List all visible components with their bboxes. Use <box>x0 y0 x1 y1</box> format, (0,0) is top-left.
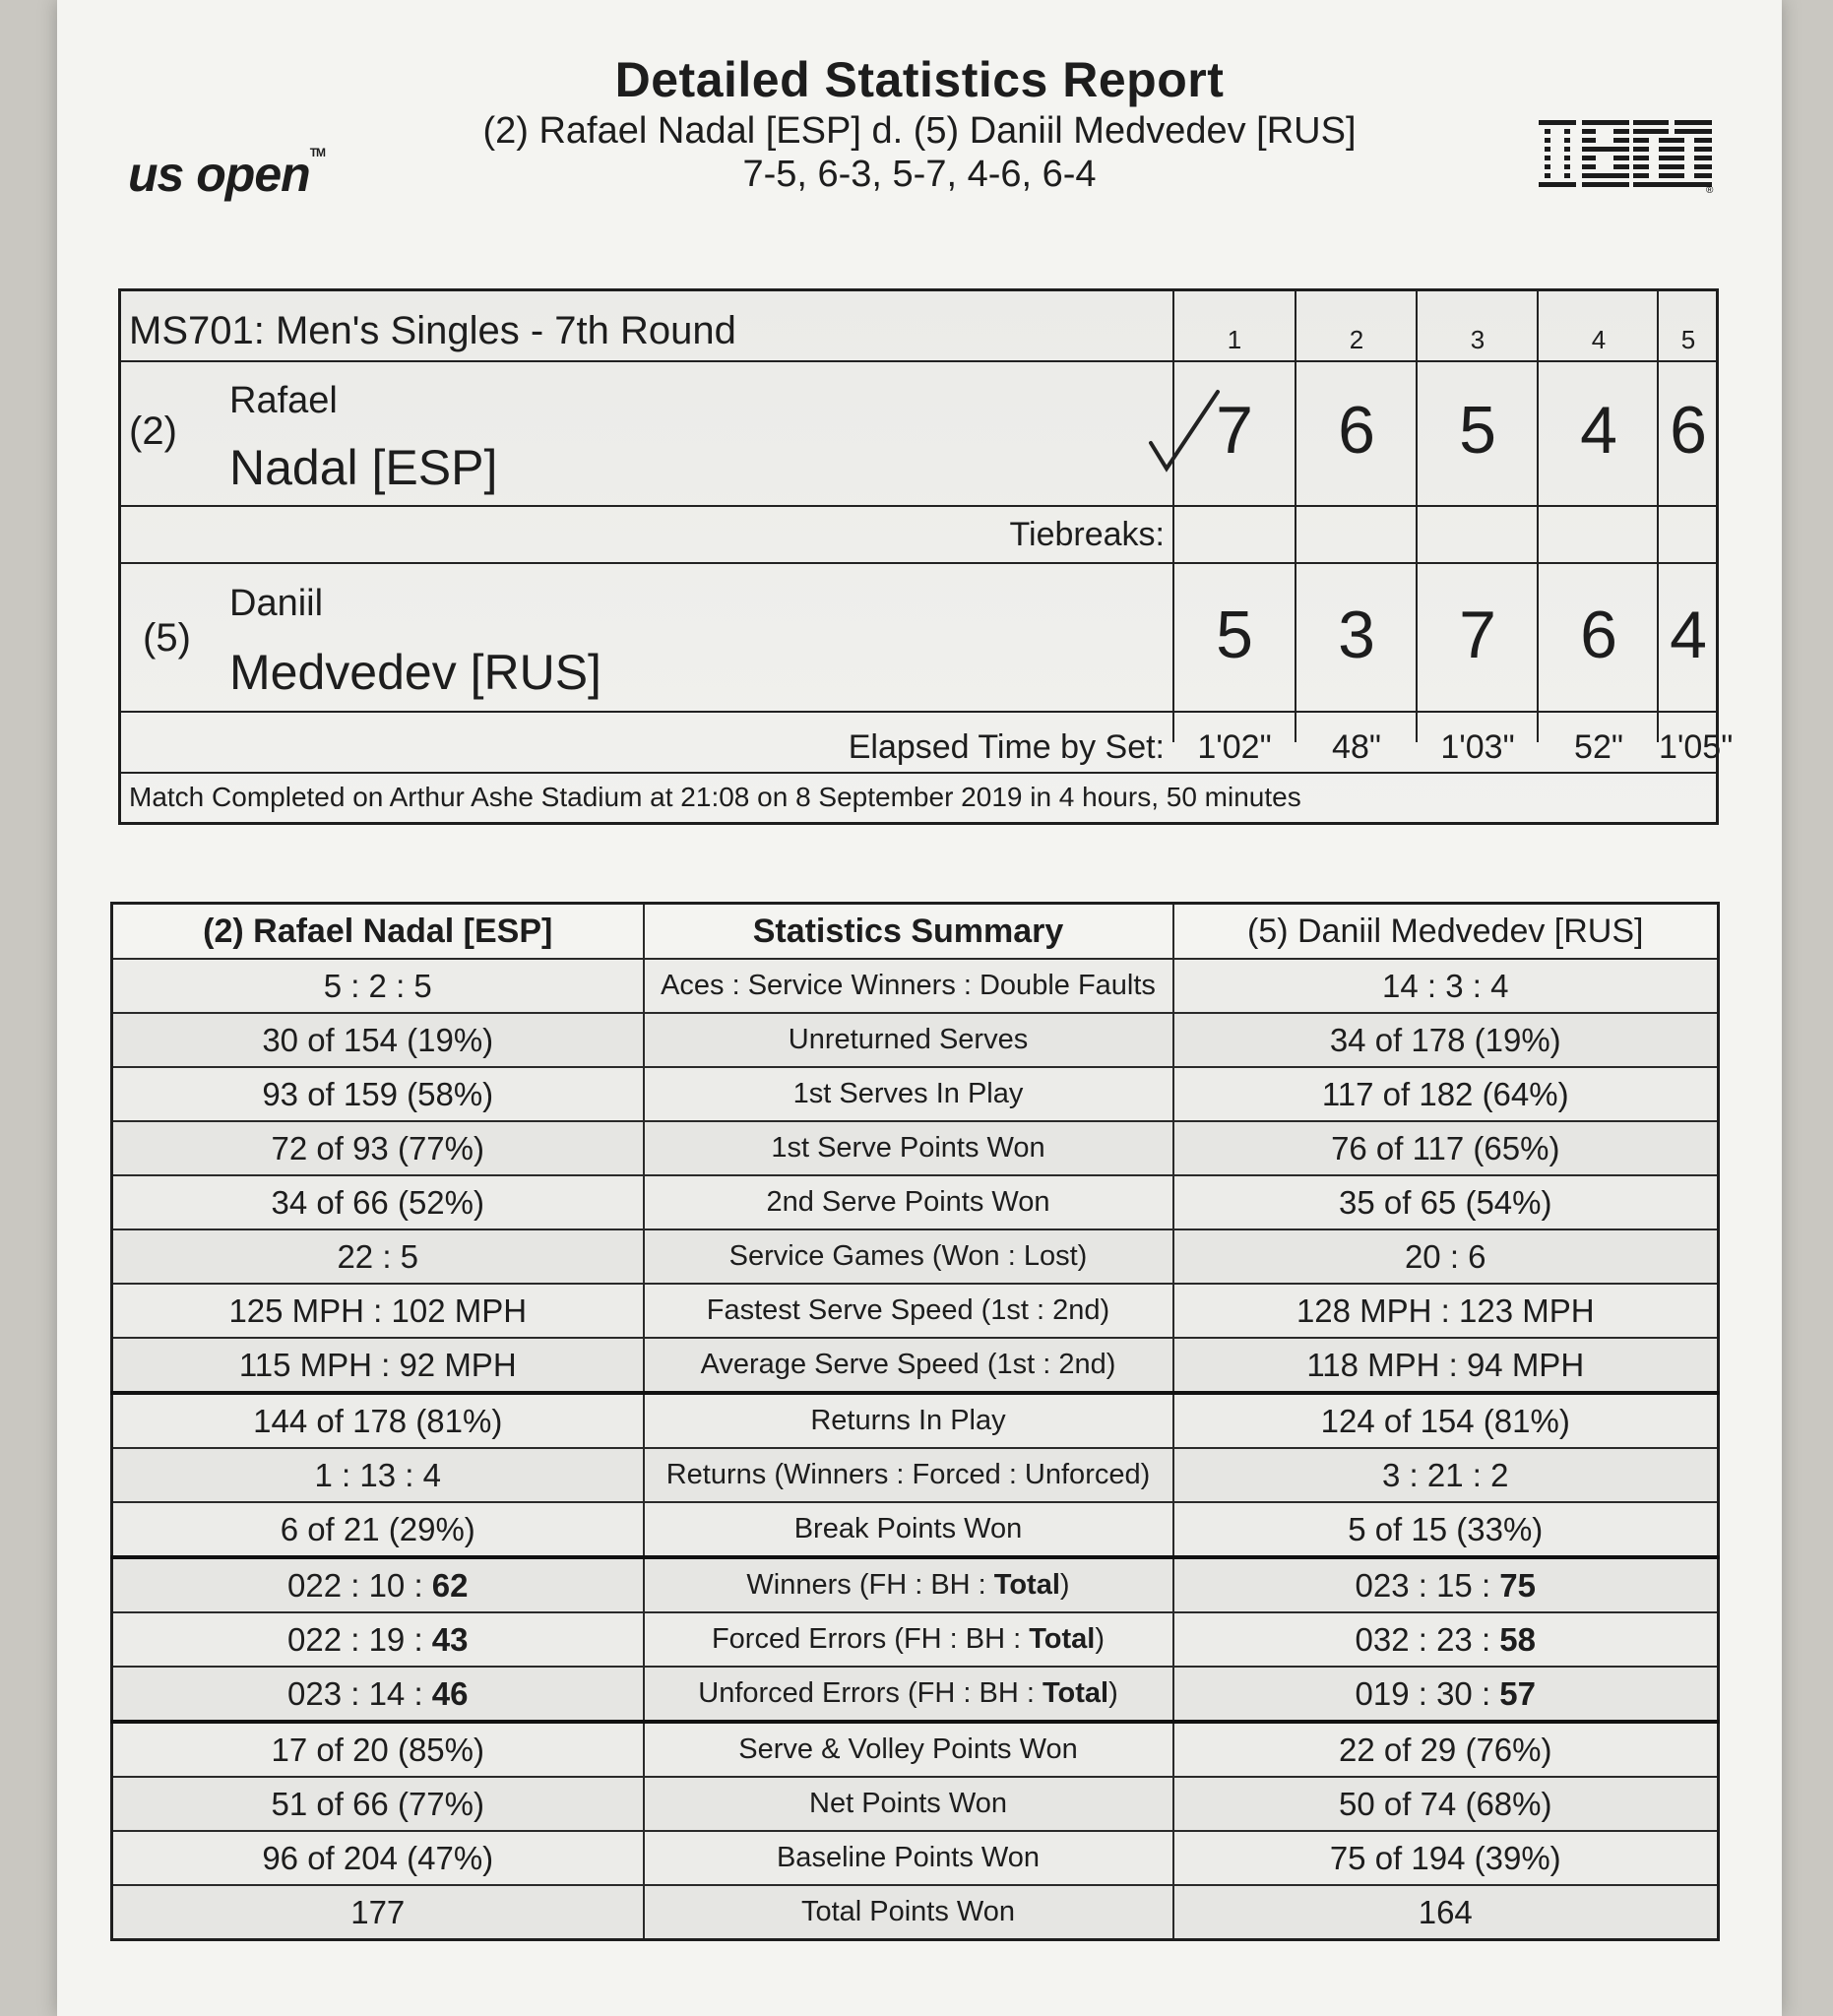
stat-player1: 30 of 154 (19%) <box>112 1013 644 1067</box>
stat-label-text: Winners (FH : BH : <box>746 1569 994 1601</box>
stat-player2: 117 of 182 (64%) <box>1173 1067 1719 1121</box>
stat-label-total: Total <box>1029 1623 1096 1655</box>
stat-player1-total: 43 <box>431 1620 469 1658</box>
player1-set-score: 4 <box>1580 393 1617 468</box>
stat-label <box>644 1557 1173 1612</box>
stat-label: Aces : Service Winners : Double Faults <box>644 959 1173 1013</box>
stat-label-close: ) <box>1108 1677 1118 1709</box>
elapsed-time: 1'05" <box>1659 728 1734 766</box>
stats-row <box>112 1013 1719 1067</box>
stats-row <box>112 1284 1719 1338</box>
set-number: 1 <box>1227 325 1242 354</box>
stat-player1 <box>112 1667 644 1722</box>
stat-player2: 34 of 178 (19%) <box>1173 1013 1719 1067</box>
stat-player1 <box>112 1612 644 1667</box>
stat-player2: 124 of 154 (81%) <box>1173 1393 1719 1448</box>
player2-set-score: 7 <box>1459 598 1496 672</box>
stat-player2: 118 MPH : 94 MPH <box>1173 1338 1719 1393</box>
stat-player2 <box>1173 1667 1719 1722</box>
stats-col-summary: Statistics Summary <box>644 904 1173 960</box>
stat-label: Fastest Serve Speed (1st : 2nd) <box>644 1284 1173 1338</box>
stats-row <box>112 1448 1719 1502</box>
stat-player1: 96 of 204 (47%) <box>112 1831 644 1885</box>
stats-header-row <box>112 904 1719 960</box>
player1-set-score: 7 <box>1216 393 1253 468</box>
grid-line <box>121 711 1716 713</box>
stat-player1-breakdown: 022 : 10 : <box>287 1566 432 1604</box>
stats-row <box>112 1612 1719 1667</box>
stat-player1-total: 46 <box>431 1674 469 1712</box>
stat-player2-breakdown: 023 : 15 : <box>1355 1566 1500 1604</box>
ibm-registered-mark: ® <box>1706 185 1714 195</box>
report-header <box>57 0 1782 256</box>
elapsed-time: 1'02" <box>1197 728 1272 766</box>
stat-player2: 35 of 65 (54%) <box>1173 1175 1719 1229</box>
player2-seed: (5) <box>143 616 191 660</box>
player2-first-name: Daniil <box>229 583 324 624</box>
stat-player2 <box>1173 1557 1719 1612</box>
grid-line <box>1295 291 1296 742</box>
stats-row <box>112 959 1719 1013</box>
stat-label: Service Games (Won : Lost) <box>644 1229 1173 1284</box>
stat-player2: 128 MPH : 123 MPH <box>1173 1284 1719 1338</box>
player1-set-score: 6 <box>1670 393 1707 468</box>
stat-player1: 125 MPH : 102 MPH <box>112 1284 644 1338</box>
grid-line <box>1416 291 1418 742</box>
stats-row <box>112 1831 1719 1885</box>
set-number: 5 <box>1680 325 1696 354</box>
grid-line <box>121 562 1716 564</box>
stats-row <box>112 1502 1719 1557</box>
us-open-logo: us open™ <box>128 146 326 202</box>
player2-set-score: 5 <box>1216 598 1253 672</box>
stat-label: Baseline Points Won <box>644 1831 1173 1885</box>
stat-player2: 164 <box>1173 1885 1719 1940</box>
stat-label: 1st Serves In Play <box>644 1067 1173 1121</box>
round-label: MS701: Men's Singles - 7th Round <box>129 309 736 352</box>
stat-player1: 51 of 66 (77%) <box>112 1777 644 1831</box>
stat-player1: 5 : 2 : 5 <box>112 959 644 1013</box>
stat-player1-total: 62 <box>431 1566 469 1604</box>
player1-first-name: Rafael <box>229 380 338 421</box>
stat-player1-breakdown: 023 : 14 : <box>287 1674 432 1712</box>
player1-last-name: Nadal [ESP] <box>229 440 498 495</box>
stat-player1: 22 : 5 <box>112 1229 644 1284</box>
player2-last-name: Medvedev [RUS] <box>229 645 601 700</box>
stats-row <box>112 1557 1719 1612</box>
report-title: Detailed Statistics Report <box>614 52 1225 107</box>
stats-row <box>112 1393 1719 1448</box>
stat-label <box>644 1667 1173 1722</box>
stat-player2-total: 75 <box>1499 1566 1536 1604</box>
stat-player1 <box>112 1557 644 1612</box>
grid-line <box>121 772 1716 774</box>
stat-label-total: Total <box>993 1569 1060 1601</box>
stat-player2: 5 of 15 (33%) <box>1173 1502 1719 1557</box>
stat-player2-total: 58 <box>1499 1620 1536 1658</box>
stat-player1: 177 <box>112 1885 644 1940</box>
grid-line <box>1657 291 1659 742</box>
stat-label: Net Points Won <box>644 1777 1173 1831</box>
stat-player2: 20 : 6 <box>1173 1229 1719 1284</box>
stat-player1: 34 of 66 (52%) <box>112 1175 644 1229</box>
stat-player1: 1 : 13 : 4 <box>112 1448 644 1502</box>
stats-row <box>112 1067 1719 1121</box>
player1-set-score: 5 <box>1459 393 1496 468</box>
stat-label-close: ) <box>1059 1569 1070 1601</box>
stat-label <box>644 1612 1173 1667</box>
stat-player1: 72 of 93 (77%) <box>112 1121 644 1175</box>
stat-label-text: Forced Errors (FH : BH : <box>711 1623 1030 1655</box>
stats-col-player2: (5) Daniil Medvedev [RUS] <box>1173 904 1719 960</box>
grid-line <box>1172 291 1174 742</box>
player2-set-score: 6 <box>1580 598 1617 672</box>
stat-player2: 75 of 194 (39%) <box>1173 1831 1719 1885</box>
stats-row <box>112 1777 1719 1831</box>
player1-set-score: 6 <box>1338 393 1375 468</box>
statistics-table <box>110 902 1720 1941</box>
stat-player1: 6 of 21 (29%) <box>112 1502 644 1557</box>
stat-player2-total: 57 <box>1499 1674 1536 1712</box>
elapsed-time-label: Elapsed Time by Set: <box>848 728 1165 766</box>
stat-player2: 50 of 74 (68%) <box>1173 1777 1719 1831</box>
stat-player1: 93 of 159 (58%) <box>112 1067 644 1121</box>
stats-row <box>112 1338 1719 1393</box>
stat-label: Returns In Play <box>644 1393 1173 1448</box>
stat-player1: 144 of 178 (81%) <box>112 1393 644 1448</box>
match-score-line: 7-5, 6-3, 5-7, 4-6, 6-4 <box>742 154 1097 195</box>
stats-row <box>112 1121 1719 1175</box>
stat-label: Total Points Won <box>644 1885 1173 1940</box>
stat-label-text: Unforced Errors (FH : BH : <box>698 1677 1043 1709</box>
grid-line <box>1537 291 1539 742</box>
elapsed-time: 52" <box>1574 728 1623 766</box>
stat-label: Returns (Winners : Forced : Unforced) <box>644 1448 1173 1502</box>
report-page <box>57 0 1782 2016</box>
stat-label: 2nd Serve Points Won <box>644 1175 1173 1229</box>
ibm-logo <box>1539 116 1716 195</box>
score-table <box>118 288 1734 825</box>
stat-player2: 76 of 117 (65%) <box>1173 1121 1719 1175</box>
stat-player2: 14 : 3 : 4 <box>1173 959 1719 1013</box>
stat-player1: 17 of 20 (85%) <box>112 1722 644 1777</box>
set-number: 2 <box>1349 325 1364 354</box>
set-number: 3 <box>1470 325 1485 354</box>
stats-row <box>112 1229 1719 1284</box>
match-subtitle: (2) Rafael Nadal [ESP] d. (5) Daniil Medvedev [RUS] <box>482 110 1357 152</box>
stat-player1-breakdown: 022 : 19 : <box>287 1620 432 1658</box>
stat-label-close: ) <box>1095 1623 1106 1655</box>
stats-row <box>112 1885 1719 1940</box>
player2-set-score: 3 <box>1338 598 1375 672</box>
stat-player2-breakdown: 032 : 23 : <box>1355 1620 1500 1658</box>
stats-col-player1: (2) Rafael Nadal [ESP] <box>112 904 644 960</box>
stat-label: Unreturned Serves <box>644 1013 1173 1067</box>
stat-label-total: Total <box>1042 1677 1109 1709</box>
stat-player2: 3 : 21 : 2 <box>1173 1448 1719 1502</box>
stat-player2: 22 of 29 (76%) <box>1173 1722 1719 1777</box>
set-number: 4 <box>1591 325 1607 354</box>
stat-label: Average Serve Speed (1st : 2nd) <box>644 1338 1173 1393</box>
player1-seed: (2) <box>129 410 177 453</box>
stats-row <box>112 1722 1719 1777</box>
stat-label: Break Points Won <box>644 1502 1173 1557</box>
match-completed-note: Match Completed on Arthur Ashe Stadium at 21:08 on 8 September 2019 in 4 hours, 50 minutes <box>129 782 1301 812</box>
stat-label: 1st Serve Points Won <box>644 1121 1173 1175</box>
stats-row <box>112 1175 1719 1229</box>
elapsed-time: 48" <box>1332 728 1381 766</box>
grid-line <box>121 505 1716 507</box>
elapsed-time: 1'03" <box>1440 728 1515 766</box>
player2-set-score: 4 <box>1670 598 1707 672</box>
tiebreaks-label: Tiebreaks: <box>1009 516 1165 553</box>
stat-player1: 115 MPH : 92 MPH <box>112 1338 644 1393</box>
grid-line <box>121 360 1716 362</box>
stats-row <box>112 1667 1719 1722</box>
stat-label: Serve & Volley Points Won <box>644 1722 1173 1777</box>
stat-player2-breakdown: 019 : 30 : <box>1355 1674 1500 1712</box>
stat-player2 <box>1173 1612 1719 1667</box>
